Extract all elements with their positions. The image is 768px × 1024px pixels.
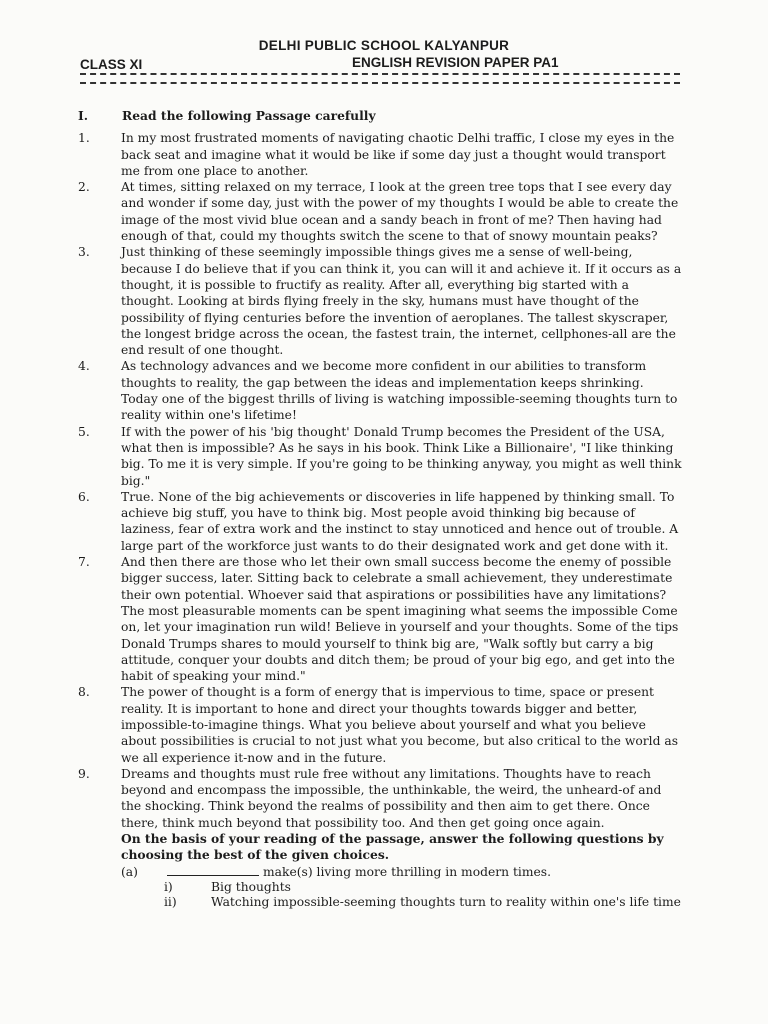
paragraph-text: Dreams and thoughts must rule free without any limitations. Thoughts have to reach beyond and encompass the impossible, the unthinkable, the weird, the unheard-of and the shocking. Think beyond the realms of possibility and then aim to get there. Once there, think much beyond that possibility too. And then get going once again. — [121, 766, 662, 830]
header-row — [80, 55, 680, 73]
paragraph — [78, 554, 683, 684]
paragraph — [78, 244, 683, 358]
question-text: make(s) living more thrilling in modern times. — [263, 864, 551, 879]
paragraph-number: 9. — [78, 766, 90, 781]
paragraph-number: 8. — [78, 685, 90, 700]
section-title: Read the following Passage carefully — [122, 108, 376, 123]
paragraph-text: Just thinking of these seemingly impossible things gives me a sense of well-being, because I do believe that if you can think it, you can will it and achieve it. If it occurs as a thought, it is possible to fructify as reality. After all, everything big started with a thought. Looking at birds flying freely in the sky, humans must have thought of the possibility of flying centuries before the invention of aeroplanes. The tallest skyscraper, the longest bridge across the ocean, the fastest train, the internet, cellphones-all are the end result of one thought. — [121, 245, 682, 358]
paragraph-number: 5. — [78, 424, 90, 439]
paragraph-text: If with the power of his 'big thought' Donald Trump becomes the President of the USA, what then is impossible? As he says in his book. Think Like a Billionaire', "I like thinking big. To me it is very simple. If you're going to be thinking anyway, you might as well think big." — [121, 424, 682, 488]
answer-blank — [167, 864, 259, 876]
paragraph — [78, 358, 683, 423]
paragraph-text: At times, sitting relaxed on my terrace, I look at the green tree tops that I see every day and wonder if some day, just with the power of my thoughts I would be able to create the image of the most vivid blue ocean and a sandy beach in front of me? Then having had enough of that, could my thoughts switch the scene to that of snowy mountain peaks? — [121, 180, 679, 244]
paragraph-text: The power of thought is a form of energy that is impervious to time, space or present reality. It is important to hone and direct your thoughts towards bigger and better, impossible-to-imagine things. What you believe about yourself and what you believe about possibilities is crucial to not just what you become, but also critical to the world as we all experience it-now and in the future. — [121, 685, 679, 765]
paragraph — [78, 684, 683, 765]
paragraph — [78, 489, 683, 554]
paper-title: ENGLISH REVISION PAPER PA1 — [352, 55, 559, 70]
paragraph-number: 7. — [78, 555, 90, 570]
option-label: ii) — [164, 894, 177, 909]
paragraph-number: 3. — [78, 245, 90, 260]
question-stem — [167, 864, 551, 880]
passage-content — [78, 108, 683, 910]
paragraph-text: And then there are those who let their own small success become the enemy of possible bigger success, later. Sitting back to celebrate a small achievement, they underestimate their own potential. Whoever said that aspirations or possibilities have any limitations? The most pleasurable moments can be spent imagining what seems the impossible Come on, let your imagination run wild! Believe in yourself and your thoughts. Some of the tips Donald Trumps shares to mould yourself to think big are, "Walk softly but carry a big attitude, conquer your doubts and ditch them; be proud of your big ego, and get into the habit of speaking your mind." — [121, 555, 679, 684]
class-label: CLASS XI — [80, 57, 143, 72]
paragraph-number: 4. — [78, 359, 90, 374]
paragraph-number: 2. — [78, 180, 90, 195]
question-a — [121, 864, 683, 880]
school-name: DELHI PUBLIC SCHOOL KALYANPUR — [258, 38, 510, 53]
paragraph-text: In my most frustrated moments of navigating chaotic Delhi traffic, I close my eyes in the back seat and imagine what it would be like if some day just a thought would transport me from one place to another. — [121, 131, 675, 178]
paragraph-text: As technology advances and we become more confident in our abilities to transform thoughts to reality, the gap between the ideas and implementation keeps shrinking. Today one of the biggest thrills of living is watching impossible-seeming thoughts turn to reality within one's lifetime! — [121, 359, 678, 423]
paragraph — [78, 766, 683, 831]
option-item — [164, 895, 683, 910]
paragraph-text: True. None of the big achievements or discoveries in life happened by thinking small. To achieve big stuff, you have to think big. Most people avoid thinking big because of laziness, fear of extra work and the instinct to stay unnoticed and hence out of trouble. A large part of the workforce just wants to do their designated work and get done with it. — [121, 489, 679, 553]
section-heading — [78, 108, 683, 124]
paragraph-number: 6. — [78, 489, 90, 504]
section-number: I. — [78, 108, 89, 123]
header-divider — [80, 73, 680, 84]
question-label: (a) — [121, 864, 138, 879]
option-text: Big thoughts — [211, 879, 291, 894]
paragraph-number: 1. — [78, 131, 90, 146]
paragraph — [78, 424, 683, 489]
paragraph — [78, 130, 683, 179]
question-instruction: On the basis of your reading of the passage, answer the following questions by choosing the best of the given choices. — [121, 831, 664, 863]
paragraph — [78, 179, 683, 244]
option-label: i) — [164, 879, 173, 894]
option-text: Watching impossible-seeming thoughts turn to reality within one's life time — [211, 894, 681, 909]
option-item — [164, 880, 683, 895]
